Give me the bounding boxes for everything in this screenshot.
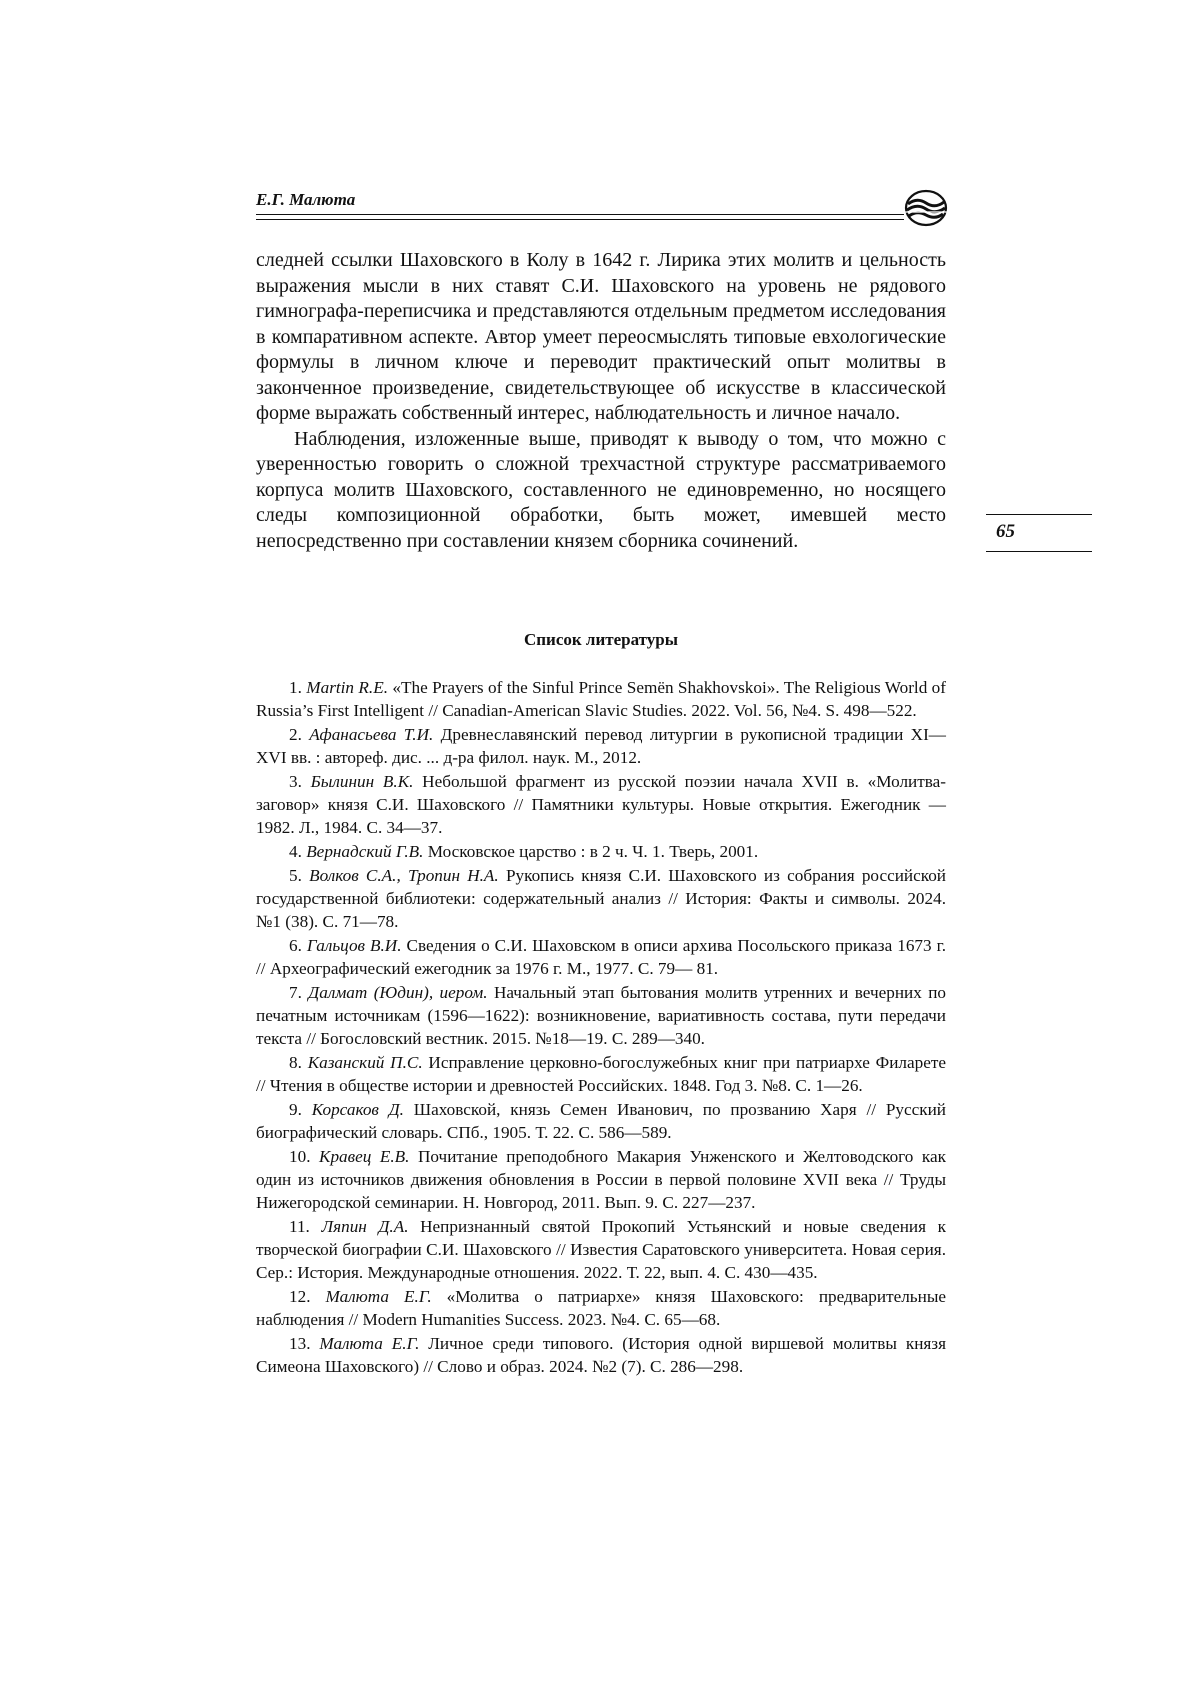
reference-number: 7.	[289, 983, 309, 1002]
reference-item	[256, 676, 946, 722]
header-author: Е.Г. Малюта	[256, 190, 356, 209]
reference-text: Непризнанный святой Прокопий Устьянский и новые сведения к творческой биографии С.И. Шаховского // Известия Саратовского университета. Новая серия. Сер.: История. Международные отношения. 2022. Т. 22, вып. 4. С. 430—435.	[256, 1217, 947, 1282]
reference-item	[256, 723, 946, 769]
paragraph: следней ссылки Шаховского в Колу в 1642 г. Лирика этих молитв и цельность выражения мысли в них ставят С.И. Шаховского на уровень не рядового гимнографа-переписчика и представляются отдельным предметом исследования в компаративном аспекте. Автор умеет переосмыслять типовые евхологические формулы в личном ключе и переводит практический опыт молитвы в законченное произведение, свидетельствующее об искусстве в классической форме выражать собственный интерес, наблюдательность и личное начало.	[256, 249, 946, 424]
reference-number: 10.	[289, 1147, 320, 1166]
reference-text: Древнеславянский перевод литургии в рукописной традиции XI—XVI вв. : автореф. дис. ... д-ра филол. наук. М., 2012.	[256, 725, 946, 767]
journal-wave-logo-icon	[903, 188, 949, 228]
reference-text: «The Prayers of the Sinful Prince Semёn Shakhovskoi». The Religious World of Russia’s First Intelligent // Canadian-American Slavic Studies. 2022. Vol. 56, №4. S. 498—522.	[256, 678, 946, 720]
reference-author: Martin R.E.	[306, 678, 388, 697]
references-list	[256, 676, 946, 1379]
reference-item	[256, 1285, 946, 1331]
reference-text: Московское царство : в 2 ч. Ч. 1. Тверь, 2001.	[423, 842, 759, 861]
page-number-box	[986, 514, 1092, 552]
reference-author: Вернадский Г.В.	[306, 842, 424, 861]
reference-text: «Молитва о патриархе» князя Шаховского: предварительные наблюдения // Modern Humanities Success. 2023. №4. С. 65—68.	[256, 1287, 947, 1329]
references-title: Список литературы	[523, 630, 679, 649]
reference-item	[256, 981, 946, 1050]
reference-number: 13.	[289, 1334, 320, 1353]
reference-author: Малюта Е.Г.	[325, 1287, 432, 1306]
reference-author: Волков С.А., Тропин Н.А.	[309, 866, 499, 885]
reference-number: 4.	[289, 842, 307, 861]
reference-author: Казанский П.С.	[307, 1053, 423, 1072]
reference-text: Исправление церковно-богослужебных книг при патриархе Филарете // Чтения в обществе истории и древностей Российских. 1848. Год 3. №8. С. 1—26.	[256, 1053, 946, 1095]
reference-number: 1.	[289, 678, 307, 697]
reference-item	[256, 1145, 946, 1214]
reference-author: Корсаков Д.	[311, 1100, 404, 1119]
reference-number: 12.	[289, 1287, 326, 1306]
reference-text: Сведения о С.И. Шаховском в описи архива Посольского приказа 1673 г. // Археографический ежегодник за 1976 г. М., 1977. С. 79— 81.	[256, 936, 947, 978]
reference-text: Почитание преподобного Макария Унженского и Желтоводского как один из источников движения обновления в России в первой половине XVII века // Труды Нижегородской семинарии. Н. Новгород, 2011. Вып. 9. С. 227—237.	[256, 1147, 946, 1212]
reference-author: Кравец Е.В.	[319, 1147, 410, 1166]
reference-item	[256, 1332, 946, 1378]
reference-author: Гальцов В.И.	[306, 936, 402, 955]
reference-item	[256, 934, 946, 980]
reference-author: Далмат (Юдин), иером.	[308, 983, 488, 1002]
header-rule-thin	[256, 219, 904, 220]
page-number: 65	[996, 521, 1015, 542]
reference-text: Начальный этап бытования молитв утренних и вечерних по печатным источникам (1596—1622): возникновение, вариативность состава, пути передачи текста // Богословский вестник. 2015. №18—19. С. 289—340.	[256, 983, 947, 1048]
reference-number: 3.	[289, 772, 311, 791]
reference-item	[256, 770, 946, 839]
reference-number: 8.	[289, 1053, 308, 1072]
reference-author: Ляпин Д.А.	[321, 1217, 409, 1236]
reference-author: Былинин В.К.	[310, 772, 414, 791]
reference-text: Шаховской, князь Семен Иванович, по прозванию Харя // Русский биографический словарь. СПб., 1905. Т. 22. С. 586—589.	[256, 1100, 947, 1142]
reference-author: Малюта Е.Г.	[319, 1334, 420, 1353]
reference-item	[256, 864, 946, 933]
reference-number: 5.	[289, 866, 310, 885]
reference-item	[256, 1051, 946, 1097]
reference-item	[256, 1215, 946, 1284]
main-text	[256, 248, 946, 554]
reference-number: 11.	[289, 1217, 322, 1236]
reference-text: Небольшой фрагмент из русской поэзии начала XVII в. «Молитва-заговор» князя С.И. Шаховского // Памятники культуры. Новые открытия. Ежегодник — 1982. Л., 1984. С. 34—37.	[256, 772, 946, 837]
paragraph: Наблюдения, изложенные выше, приводят к выводу о том, что можно с уверенностью говорить о сложной трехчастной структуре рассматриваемого корпуса молитв Шаховского, составленного не единовременно, но носящего следы композиционной обработки, быть может, имевшей место непосредственно при составлении князем сборника сочинений.	[256, 427, 946, 552]
reference-number: 2.	[289, 725, 310, 744]
reference-text: Личное среди типового. (История одной виршевой молитвы князя Симеона Шаховского) // Слово и образ. 2024. №2 (7). С. 286—298.	[256, 1334, 946, 1376]
reference-item	[256, 1098, 946, 1144]
reference-number: 9.	[289, 1100, 312, 1119]
header-rule	[256, 214, 904, 215]
reference-author: Афанасьева Т.И.	[309, 725, 434, 744]
running-header	[256, 188, 948, 228]
reference-item	[256, 840, 946, 863]
reference-text: Рукопись князя С.И. Шаховского из собрания российской государственной библиотеки: содержательный анализ // История: Факты и символы. 2024. №1 (38). С. 71—78.	[256, 866, 946, 931]
reference-number: 6.	[289, 936, 307, 955]
